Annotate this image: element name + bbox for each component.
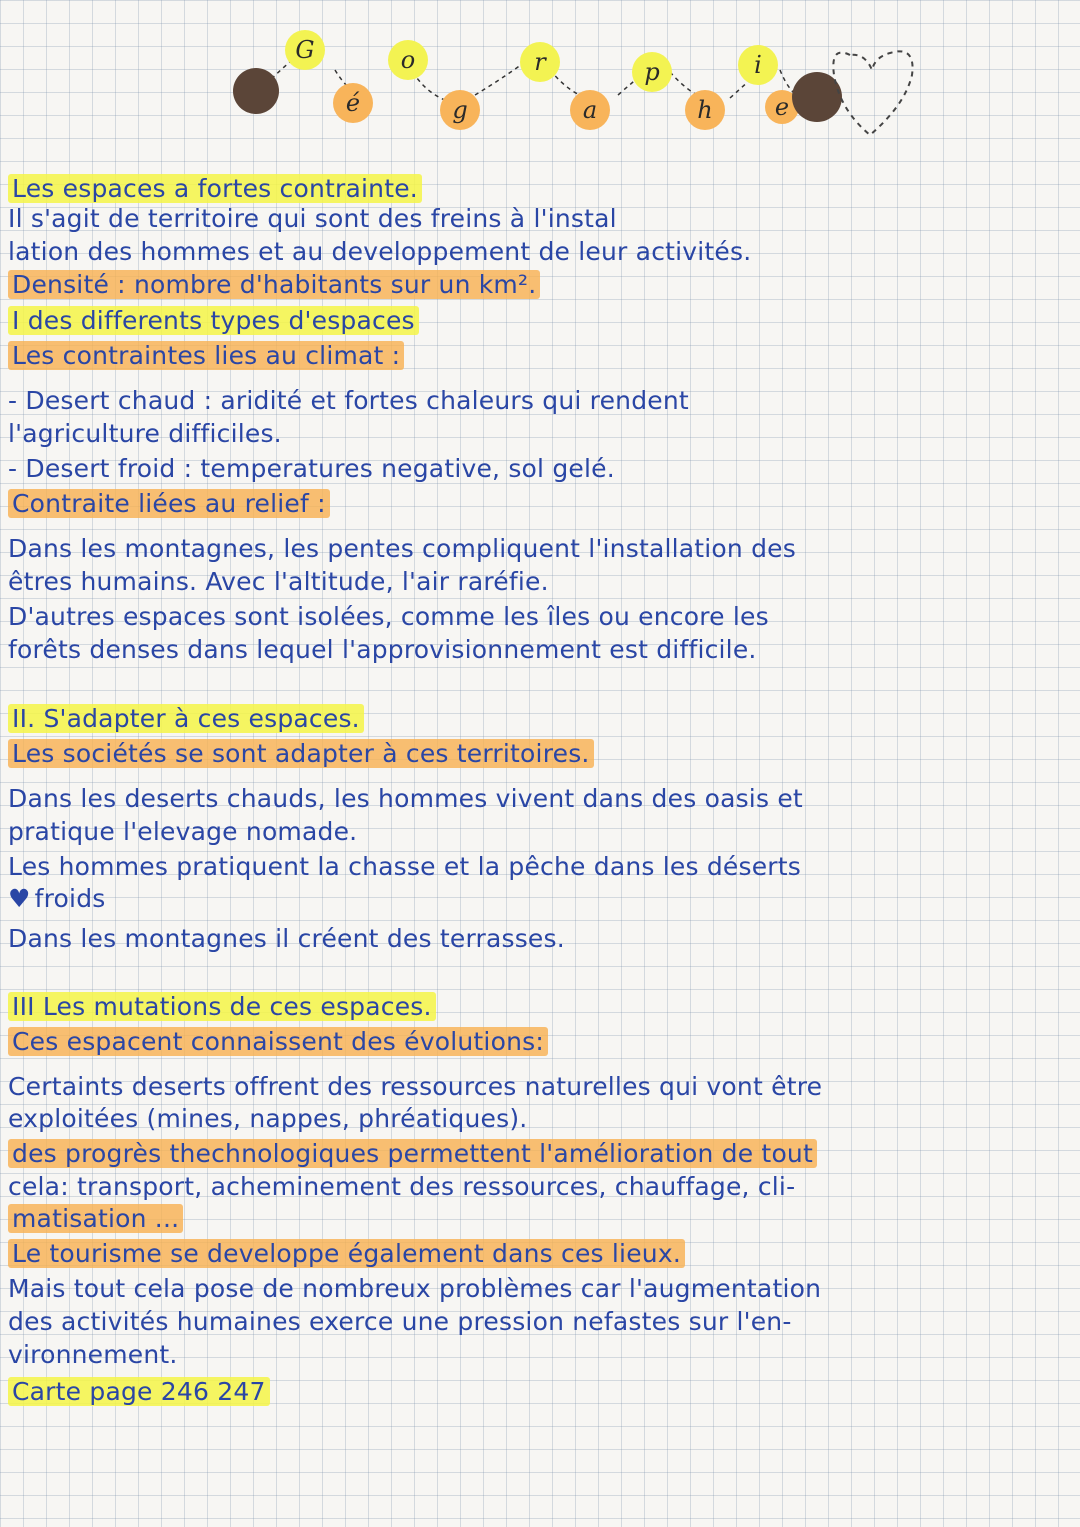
letter-bead: h [685, 90, 725, 130]
note-line: vironnement. [8, 1340, 178, 1369]
title-decoration [0, 0, 1080, 175]
subheading: I des differents types d'espaces [8, 304, 419, 338]
definition-line: Densité : nombre d'habitants sur un km². [8, 268, 540, 302]
dashed-heart-icon [820, 35, 920, 145]
note-line: Certaints deserts offrent des ressources naturelles qui vont être [8, 1072, 823, 1101]
note-line: ♥ froids [8, 884, 106, 913]
note-line: - Desert chaud : aridité et fortes chaleurs qui rendent [8, 386, 689, 415]
letter-bead: g [440, 90, 480, 130]
note-line: cela: transport, acheminement des ressources, chauffage, cli- [8, 1172, 796, 1201]
note-line: Il s'agit de territoire qui sont des freins à l'instal [8, 204, 617, 233]
note-line: matisation ... [8, 1202, 183, 1236]
subheading: Les contraintes lies au climat : [8, 339, 404, 373]
letter-bead: e [765, 90, 799, 124]
note-line: exploitées (mines, nappes, phréatiques). [8, 1104, 528, 1133]
note-line: Dans les deserts chauds, les hommes vivent dans des oasis et [8, 784, 803, 813]
section-title: Les espaces a fortes contrainte. [8, 172, 422, 206]
note-line: forêts denses dans lequel l'approvisionnement est difficile. [8, 635, 757, 664]
note-line: lation des hommes et au developpement de leur activités. [8, 237, 752, 266]
heart-bullet-icon: ♥ [8, 884, 31, 913]
note-line: Dans les montagnes, les pentes compliquent l'installation des [8, 534, 796, 563]
letter-bead: é [333, 83, 373, 123]
letter-bead: i [738, 45, 778, 85]
left-bead-dark [233, 68, 279, 114]
note-line: des activités humaines exerce une pression nefastes sur l'en- [8, 1307, 792, 1336]
note-line: pratique l'elevage nomade. [8, 817, 358, 846]
letter-bead: r [520, 42, 560, 82]
note-line: D'autres espaces sont isolées, comme les îles ou encore les [8, 602, 769, 631]
subheading: Contraite liées au relief : [8, 487, 330, 521]
section-title: III Les mutations de ces espaces. [8, 990, 436, 1024]
note-line: l'agriculture difficiles. [8, 419, 282, 448]
subheading: Les sociétés se sont adapter à ces territoires. [8, 737, 594, 771]
note-line: Mais tout cela pose de nombreux problèmes car l'augmentation [8, 1274, 822, 1303]
note-line: - Desert froid : temperatures negative, sol gelé. [8, 454, 615, 483]
subheading: Ces espacent connaissent des évolutions: [8, 1025, 548, 1059]
note-line: Les hommes pratiquent la chasse et la pêche dans les déserts [8, 852, 802, 881]
section-title: II. S'adapter à ces espaces. [8, 702, 364, 736]
letter-bead: a [570, 90, 610, 130]
letter-bead: G [285, 30, 325, 70]
note-line: Dans les montagnes il créent des terrasses. [8, 924, 565, 953]
letter-bead: o [388, 40, 428, 80]
note-line: êtres humains. Avec l'altitude, l'air raréfie. [8, 567, 549, 596]
note-line: Le tourisme se developpe également dans ces lieux. [8, 1237, 685, 1271]
note-line: des progrès thechnologiques permettent l'amélioration de tout [8, 1137, 817, 1171]
letter-bead: p [632, 52, 672, 92]
map-reference: Carte page 246 247 [8, 1375, 270, 1409]
